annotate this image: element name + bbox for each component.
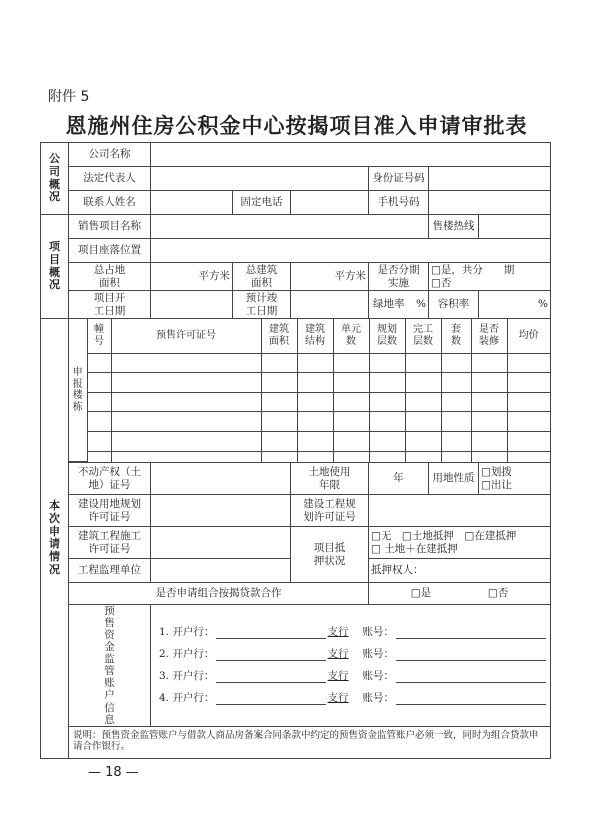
far-label: 容积率 [429, 291, 479, 319]
table-cell[interactable] [507, 392, 550, 412]
table-row [69, 451, 550, 461]
table-cell[interactable] [405, 412, 441, 432]
table-cell[interactable] [369, 451, 405, 461]
section-company-label: 公 司 概 况 [49, 152, 60, 204]
phased-label-text: 是否分期 实施 [377, 264, 420, 289]
mobile-field[interactable] [429, 191, 551, 215]
account-number-input[interactable] [396, 692, 546, 705]
table-cell[interactable] [441, 392, 471, 412]
combo-yes-checkbox[interactable]: □是 [410, 587, 432, 600]
mortgage-label-text: 项目抵 押状况 [313, 542, 346, 567]
branch-label: 支行 [327, 648, 349, 661]
account-row-2 [155, 643, 546, 665]
account-row-4 [155, 687, 546, 709]
table-cell[interactable] [405, 451, 441, 461]
mobile-label: 手机号码 [369, 191, 429, 215]
table-cell[interactable] [261, 432, 297, 452]
table-cell[interactable] [87, 353, 111, 373]
green-ratio-label: 绿地率 [373, 298, 405, 311]
bank-input[interactable] [216, 648, 325, 661]
table-cell[interactable] [471, 373, 507, 393]
land-area-label-text: 总占地 面积 [93, 264, 126, 289]
table-cell[interactable] [369, 373, 405, 393]
construct-permit-label-text: 建筑工程施工 许可证号 [78, 530, 141, 555]
col-header-decorated [471, 319, 507, 353]
combo-label: 是否申请组合按揭贷款合作 [69, 583, 369, 605]
mortgage-options[interactable] [369, 527, 551, 559]
combo-options[interactable] [369, 583, 551, 605]
table-cell[interactable] [405, 353, 441, 373]
account-number-input[interactable] [396, 626, 546, 639]
green-ratio-unit: % [416, 298, 426, 311]
col-header-text: 规划 层数 [377, 324, 397, 347]
account-number-label: 账号： [362, 648, 395, 661]
table-cell[interactable] [297, 432, 333, 452]
account-number-label: 账号： [362, 626, 395, 639]
col-header-text: 完工 层数 [413, 324, 433, 347]
build-area-label-text: 总建筑 面积 [245, 264, 278, 289]
account-number-input[interactable] [396, 648, 546, 661]
col-header-structure [297, 319, 333, 353]
building-table [69, 319, 550, 462]
section-current [41, 319, 69, 759]
table-cell[interactable] [87, 432, 111, 452]
table-row [69, 353, 550, 373]
table-cell[interactable] [405, 373, 441, 393]
page-title: 恩施州住房公积金中心按揭项目准入申请审批表 [65, 113, 528, 138]
build-area-label [233, 263, 291, 291]
section-project-label: 项 目 概 况 [49, 240, 60, 292]
build-area-field[interactable] [291, 263, 369, 291]
table-cell[interactable] [441, 451, 471, 461]
account-number-input[interactable] [396, 670, 546, 683]
mortgagee-label: 抵押权人： [371, 564, 424, 577]
build-area-unit: 平方米 [334, 270, 366, 283]
col-header-building-no [87, 319, 111, 353]
table-row [69, 373, 550, 393]
phased-options[interactable] [429, 263, 551, 291]
section-current-label: 本 次 申 请 情 况 [49, 499, 60, 576]
section-project [41, 215, 69, 319]
table-cell[interactable] [111, 392, 261, 412]
branch-label: 支行 [327, 626, 349, 639]
col-header-text: 幢 号 [94, 324, 104, 347]
table-cell[interactable] [441, 373, 471, 393]
land-term-unit: 年 [393, 472, 404, 485]
start-date-field[interactable] [151, 291, 233, 319]
table-cell[interactable] [507, 373, 550, 393]
table-cell[interactable] [471, 451, 507, 461]
construct-permit-label [69, 527, 151, 559]
table-cell[interactable] [297, 392, 333, 412]
table-cell[interactable] [87, 451, 111, 461]
table-cell[interactable] [261, 451, 297, 461]
contact-name-label: 联系人姓名 [69, 191, 151, 215]
far-field[interactable] [479, 291, 551, 319]
table-cell[interactable] [111, 373, 261, 393]
accounts-list [151, 605, 551, 727]
eng-plan-label [291, 495, 369, 527]
location-label: 项目座落位置 [69, 239, 151, 263]
col-header-text: 建筑 结构 [305, 324, 325, 347]
land-term-label [291, 463, 369, 495]
combo-no-checkbox[interactable]: □否 [487, 587, 509, 600]
col-header-units [333, 319, 369, 353]
phased-label [369, 263, 429, 291]
location-field[interactable] [151, 239, 551, 263]
table-cell[interactable] [471, 392, 507, 412]
eng-plan-label-text: 建设工程规 划许可证号 [303, 498, 356, 523]
id-number-field[interactable] [429, 167, 551, 191]
fixed-phone-field[interactable] [291, 191, 369, 215]
table-cell[interactable] [261, 373, 297, 393]
land-plan-label-text: 建设用地规划 许可证号 [78, 498, 141, 523]
allocation-checkbox[interactable]: □划拨 [481, 466, 512, 479]
account-row-3 [155, 665, 546, 687]
table-cell[interactable] [333, 373, 369, 393]
contact-name-field[interactable] [151, 191, 233, 215]
table-cell[interactable] [297, 451, 333, 461]
supervisor-field[interactable] [151, 559, 291, 583]
account-bank-label: 4. 开户行： [159, 692, 215, 705]
table-cell[interactable] [507, 353, 550, 373]
phase-no-checkbox[interactable]: □否 [431, 276, 452, 289]
land-plan-label [69, 495, 151, 527]
col-header-text: 是否 装修 [479, 324, 499, 347]
table-cell[interactable] [471, 412, 507, 432]
account-bank-label: 3. 开户行： [159, 670, 215, 683]
mortgage-label [291, 527, 369, 583]
table-cell[interactable] [87, 373, 111, 393]
table-row [69, 432, 550, 452]
table-cell[interactable] [297, 373, 333, 393]
table-cell[interactable] [261, 392, 297, 412]
property-cert-label-text: 不动产权（土 地）证号 [78, 466, 141, 491]
company-name-label: 公司名称 [69, 143, 151, 167]
table-cell[interactable] [441, 353, 471, 373]
table-cell[interactable] [507, 412, 550, 432]
col-header-text: 单元 数 [341, 324, 361, 347]
table-cell[interactable] [441, 412, 471, 432]
table-row [69, 392, 550, 412]
bank-input[interactable] [216, 626, 325, 639]
col-header-done-floors [405, 319, 441, 353]
branch-label: 支行 [327, 692, 349, 705]
table-cell[interactable] [333, 432, 369, 452]
table-cell[interactable] [369, 353, 405, 373]
col-header-text: 均价 [518, 330, 539, 341]
hotline-field[interactable] [479, 215, 551, 239]
property-cert-label [69, 463, 151, 495]
mortgage-options-row1[interactable]: □无 □土地抵押 □在建抵押 [371, 530, 517, 543]
table-cell[interactable] [297, 412, 333, 432]
land-term-label-text: 土地使用 年限 [308, 466, 351, 491]
section-company [41, 143, 69, 215]
col-header-text: 建筑 面积 [269, 324, 289, 347]
table-cell[interactable] [333, 412, 369, 432]
legal-rep-label: 法定代表人 [69, 167, 151, 191]
table-row [69, 412, 550, 432]
table-cell[interactable] [369, 392, 405, 412]
table-cell[interactable] [441, 432, 471, 452]
col-header-text: 预售许可证号 [156, 330, 216, 341]
mortgagee-field[interactable] [369, 559, 551, 583]
application-form-table [40, 142, 551, 759]
bank-input[interactable] [216, 692, 325, 705]
branch-label: 支行 [327, 670, 349, 683]
eng-plan-field[interactable] [369, 495, 551, 527]
note: 说明：预售资金监管账户与借款人商品房备案合同条款中约定的预售资金监管账户必须一致，同时为组合贷款申请合作银行。 [69, 726, 551, 758]
phase-yes-checkbox[interactable]: □是，共分 期 [431, 264, 515, 277]
finish-date-label-text: 预计竣 工日期 [245, 292, 278, 317]
mortgage-options-row2[interactable]: □ 土地＋在建抵押 [371, 542, 458, 555]
accounts-label: 预 售 资 金 监 管 账 户 信 息 [104, 605, 115, 726]
col-header-sets [441, 319, 471, 353]
table-cell[interactable] [261, 412, 297, 432]
table-cell[interactable] [471, 432, 507, 452]
land-area-unit: 平方米 [198, 270, 230, 283]
table-cell[interactable] [87, 392, 111, 412]
table-cell[interactable] [369, 432, 405, 452]
property-cert-field[interactable] [151, 463, 291, 495]
table-cell[interactable] [333, 392, 369, 412]
table-cell[interactable] [471, 353, 507, 373]
table-cell[interactable] [87, 412, 111, 432]
table-cell[interactable] [507, 432, 550, 452]
table-cell[interactable] [507, 451, 550, 461]
start-date-label [69, 291, 151, 319]
table-cell[interactable] [111, 432, 261, 452]
accounts-label-cell [69, 605, 151, 727]
table-cell[interactable] [405, 392, 441, 412]
finish-date-field[interactable] [291, 291, 369, 319]
supervisor-label: 工程监理单位 [69, 559, 151, 583]
page-number: — 18 — [88, 765, 139, 780]
col-header-text: 套 数 [451, 324, 461, 347]
transfer-checkbox[interactable]: □出让 [481, 478, 512, 491]
id-number-label: 身份证号码 [369, 167, 429, 191]
building-table-cell [69, 319, 551, 463]
building-side-label: 申 报 楼 栋 [72, 367, 83, 413]
table-cell[interactable] [369, 412, 405, 432]
col-header-avg-price [507, 319, 550, 353]
bank-input[interactable] [216, 670, 325, 683]
account-bank-label: 2. 开户行： [159, 648, 215, 661]
table-cell[interactable] [111, 412, 261, 432]
table-cell[interactable] [261, 353, 297, 373]
table-cell[interactable] [405, 432, 441, 452]
table-cell[interactable] [333, 353, 369, 373]
land-use-label: 用地性质 [429, 463, 479, 495]
account-number-label: 账号： [362, 670, 395, 683]
fixed-phone-label: 固定电话 [233, 191, 291, 215]
account-bank-label: 1. 开户行： [159, 626, 215, 639]
col-header-planned-floors [369, 319, 405, 353]
land-area-field[interactable] [151, 263, 233, 291]
land-plan-field[interactable] [151, 495, 291, 527]
building-side-label-cell [69, 319, 87, 462]
table-cell[interactable] [111, 451, 261, 461]
land-term-field[interactable] [369, 463, 429, 495]
green-ratio-cell[interactable] [369, 291, 429, 319]
construct-permit-field[interactable] [151, 527, 291, 559]
company-name-field[interactable] [151, 143, 551, 167]
col-header-build-area [261, 319, 297, 353]
table-cell[interactable] [333, 451, 369, 461]
start-date-label-text: 项目开 工日期 [93, 292, 126, 317]
land-area-label [69, 263, 151, 291]
hotline-label: 售楼热线 [429, 215, 479, 239]
finish-date-label [233, 291, 291, 319]
sale-name-field[interactable] [151, 215, 429, 239]
far-unit: % [538, 298, 549, 311]
col-header-permit-no [111, 319, 261, 353]
table-cell[interactable] [297, 353, 333, 373]
land-use-options[interactable] [479, 463, 551, 495]
table-cell[interactable] [111, 353, 261, 373]
account-row-1 [155, 621, 546, 643]
legal-rep-field[interactable] [151, 167, 369, 191]
attachment-label: 附件 5 [48, 89, 90, 105]
sale-name-label: 销售项目名称 [69, 215, 151, 239]
account-number-label: 账号： [362, 692, 395, 705]
